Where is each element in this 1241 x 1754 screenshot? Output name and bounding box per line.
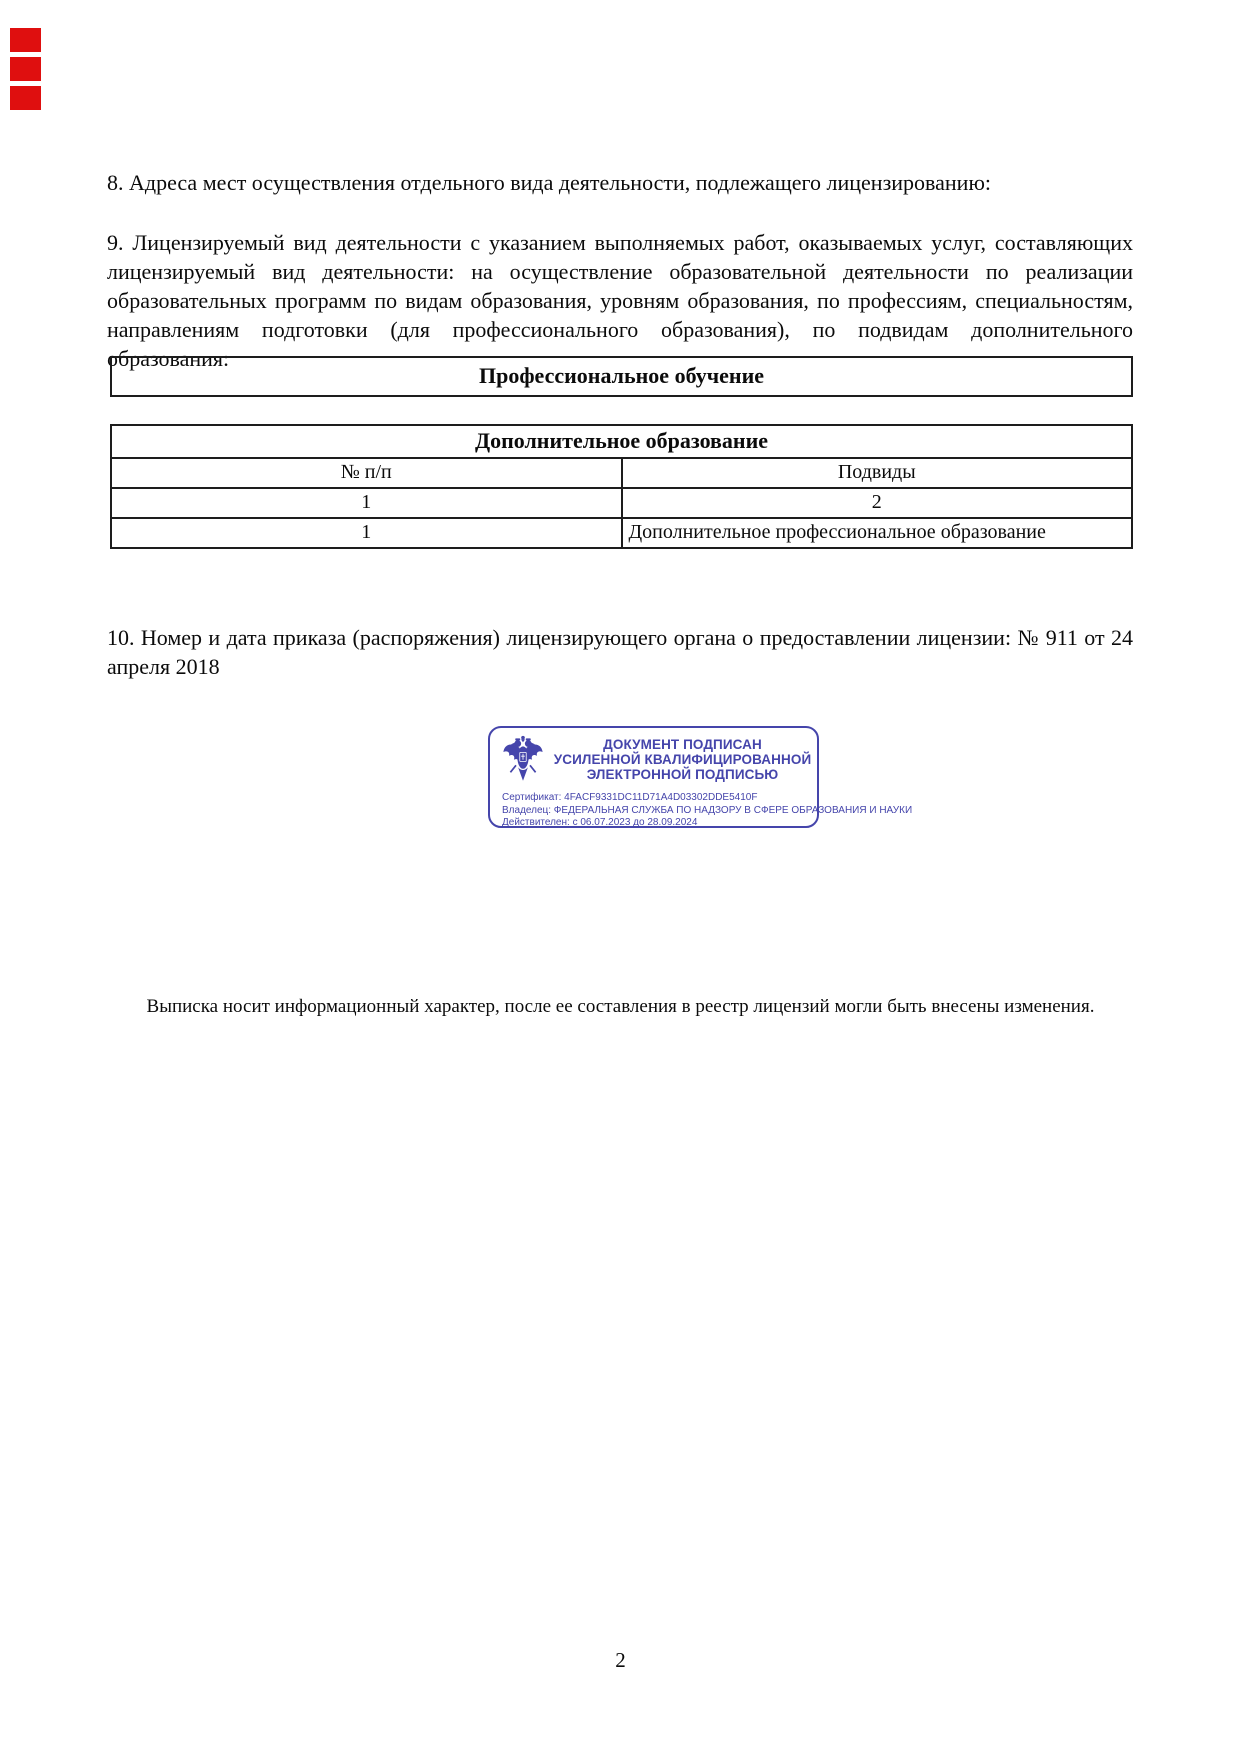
paragraph-9: 9. Лицензируемый вид деятельности с указанием выполняемых работ, оказываемых услуг, составляющих лицензируемый вид деятельности: на осуществление образовательной деятельности по реализации образовательных программ по видам образования, уровням образования, по профессиям, специальностям, направлениям подготовки (для профессионального образования), по подвидам дополнительного образования: [107, 230, 1133, 371]
cell-number: 1 [111, 488, 622, 518]
cell-number: 1 [111, 518, 622, 548]
cell-subtype: 2 [622, 488, 1133, 518]
additional-education-table [110, 424, 1133, 549]
column-header-subtypes: Подвиды [622, 458, 1133, 488]
owner-line: Владелец: ФЕДЕРАЛЬНАЯ СЛУЖБА ПО НАДЗОРУ В СФЕРЕ ОБРАЗОВАНИЯ И НАУКИ [502, 804, 913, 816]
column-header-number: № п/п [111, 458, 622, 488]
digital-signature-stamp [488, 726, 913, 828]
cell-subtype: Дополнительное профессиональное образование [622, 518, 1133, 548]
stamp-title [548, 737, 817, 782]
page-number: 2 [615, 1648, 626, 1672]
stamp-details [502, 792, 913, 830]
table-header-row [111, 458, 1132, 488]
stamp-title-line: ЭЛЕКТРОННОЙ ПОДПИСЬЮ [586, 767, 779, 782]
stamp-header [490, 728, 817, 789]
table-row [111, 518, 1132, 548]
red-mark [10, 86, 41, 110]
paragraph-8: 8. Адреса мест осуществления отдельного вида деятельности, подлежащего лицензированию: [107, 170, 991, 195]
red-mark [10, 28, 41, 52]
professional-training-table [110, 356, 1133, 397]
certificate-line: Сертификат: 4FACF9331DC11D71A4D03302DDE5410F [502, 792, 758, 803]
stamp-title-line: УСИЛЕННОЙ КВАЛИФИЦИРОВАННОЙ [553, 752, 812, 767]
additional-education-title: Дополнительное образование [111, 425, 1132, 458]
stamp-title-line: ДОКУМЕНТ ПОДПИСАН [603, 737, 762, 752]
professional-training-title: Профессиональное обучение [111, 357, 1132, 396]
footer-note: Выписка носит информационный характер, после ее составления в реестр лицензий могли быть внесены изменения. [146, 996, 1095, 1017]
scan-artifact-marks [10, 28, 41, 115]
table-row [111, 488, 1132, 518]
double-headed-eagle-icon [502, 734, 544, 789]
red-mark [10, 57, 41, 81]
paragraph-10: 10. Номер и дата приказа (распоряжения) лицензирующего органа о предоставлении лицензии: № 911 от 24 апреля 2018 [107, 625, 1133, 679]
validity-line: Действителен: с 06.07.2023 до 28.09.2024 [502, 817, 698, 828]
